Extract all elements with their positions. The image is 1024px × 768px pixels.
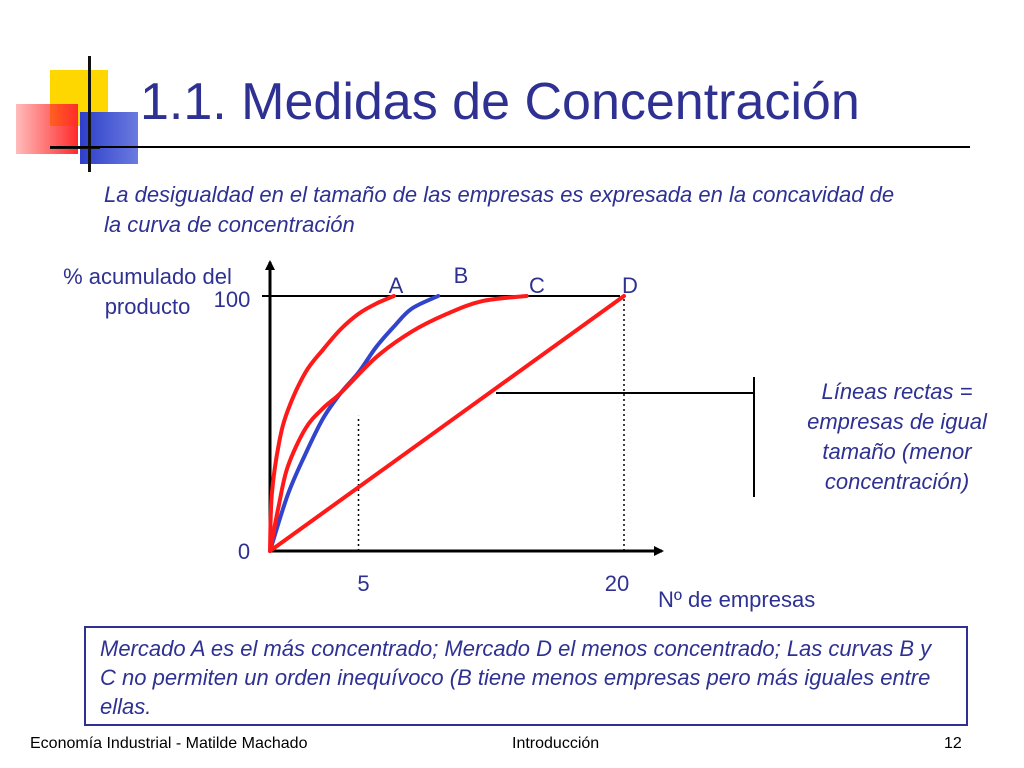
subtitle-text: La desigualdad en el tamaño de las empresas es expresada en la concavidad de la curva de concentración	[104, 182, 895, 237]
footer-page-number: 12	[944, 735, 962, 752]
summary-text: Mercado A es el más concentrado; Mercado D el menos concentrado; Las curvas B y C no permiten un orden inequívoco (B tiene menos empresas pero más iguales entre ellas.	[100, 636, 932, 719]
series-label-c: C	[529, 273, 545, 298]
y-tick-label-100: 100	[213, 287, 251, 312]
series-label-a: A	[388, 273, 404, 298]
series-line-b	[270, 296, 438, 551]
y-tick-label-0: 0	[237, 539, 251, 564]
chart-y-axis-label: % acumulado del producto	[63, 264, 232, 319]
summary-box	[84, 626, 968, 726]
series-line-a	[270, 296, 394, 551]
series-label-d: D	[622, 273, 638, 298]
series-line-d	[270, 296, 624, 551]
chart-x-axis-label: Nº de empresas	[658, 587, 816, 612]
straight-lines-annotation: Líneas rectas = empresas de igual tamaño (menor concentración)	[807, 379, 987, 494]
series-label-b: B	[453, 263, 469, 288]
x-tick-label-5: 5	[357, 571, 370, 596]
page-title: 1.1. Medidas de Concentración	[140, 73, 860, 131]
x-tick-label-20: 20	[604, 571, 630, 596]
series-line-c	[270, 296, 527, 551]
footer-author: Economía Industrial - Matilde Machado	[30, 735, 308, 752]
footer-section: Introducción	[512, 735, 600, 752]
